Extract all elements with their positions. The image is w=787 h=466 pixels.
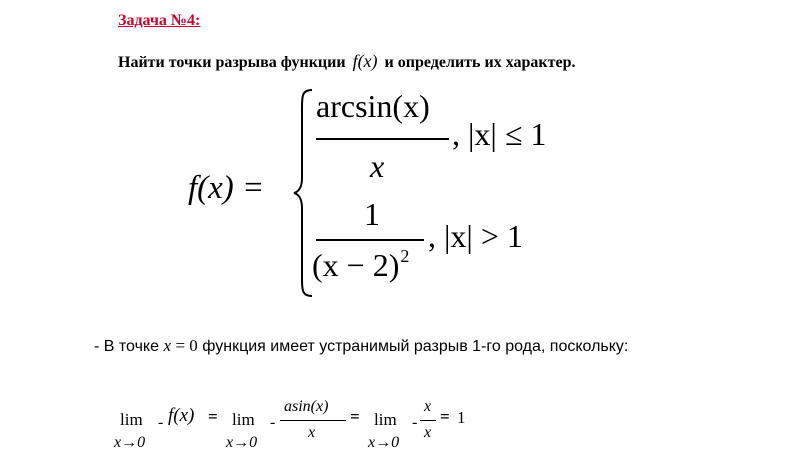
lim-3-minus: - <box>412 414 418 431</box>
equals-1: = <box>208 407 218 426</box>
lim-2-minus: - <box>270 414 276 431</box>
lim-3-fraction-bar <box>420 420 436 421</box>
case2-exponent: 2 <box>400 246 410 266</box>
lim-1: lim <box>120 410 143 429</box>
task-statement <box>118 51 575 72</box>
lim-2-denominator: x <box>308 424 316 441</box>
lim-2: lim <box>232 410 255 429</box>
remark-eq: = 0 <box>175 336 198 355</box>
equals-2: = <box>350 407 360 426</box>
statement-text-before: Найти точки разрыва функции <box>118 54 346 71</box>
lim-2-subscript: x→0 <box>226 434 258 451</box>
case1-denominator: x <box>370 148 385 184</box>
lim-3-numerator: x <box>424 398 432 415</box>
case2-condition: , |x| > 1 <box>428 218 523 254</box>
remark-var: x <box>163 336 171 355</box>
task-title: Задача №4: <box>118 12 201 29</box>
case2-numerator: 1 <box>364 196 380 232</box>
remark-prefix: - В точке <box>94 338 159 355</box>
lim-2-fraction-bar <box>280 420 346 421</box>
left-brace <box>292 88 314 298</box>
lim-2-numerator: asin(x) <box>284 398 329 415</box>
remark-line <box>94 336 628 356</box>
case1-condition: , |x| ≤ 1 <box>452 116 547 152</box>
function-lhs: f(x) = <box>188 170 265 206</box>
case1-numerator: arcsin(x) <box>316 88 430 124</box>
lim-3-subscript: x→0 <box>368 434 400 451</box>
statement-function: f(x) <box>352 51 378 71</box>
remark-text: функция имеет устранимый разрыв 1-го рода, поскольку: <box>202 338 629 355</box>
equals-3: = <box>440 407 450 426</box>
lim-1-function: f(x) <box>168 405 195 426</box>
lim-1-minus: - <box>158 414 164 431</box>
lim-1-subscript: x→0 <box>114 434 146 451</box>
case2-denominator <box>312 246 409 284</box>
case2-fraction-bar <box>316 239 424 241</box>
lim-3: lim <box>374 410 397 429</box>
case2-denominator-base: (x − 2) <box>312 247 400 283</box>
statement-text-after: и определить их характер. <box>384 54 576 71</box>
case1-fraction-bar <box>316 138 449 140</box>
lim-3-denominator: x <box>424 424 432 441</box>
limit-result: 1 <box>457 408 466 427</box>
